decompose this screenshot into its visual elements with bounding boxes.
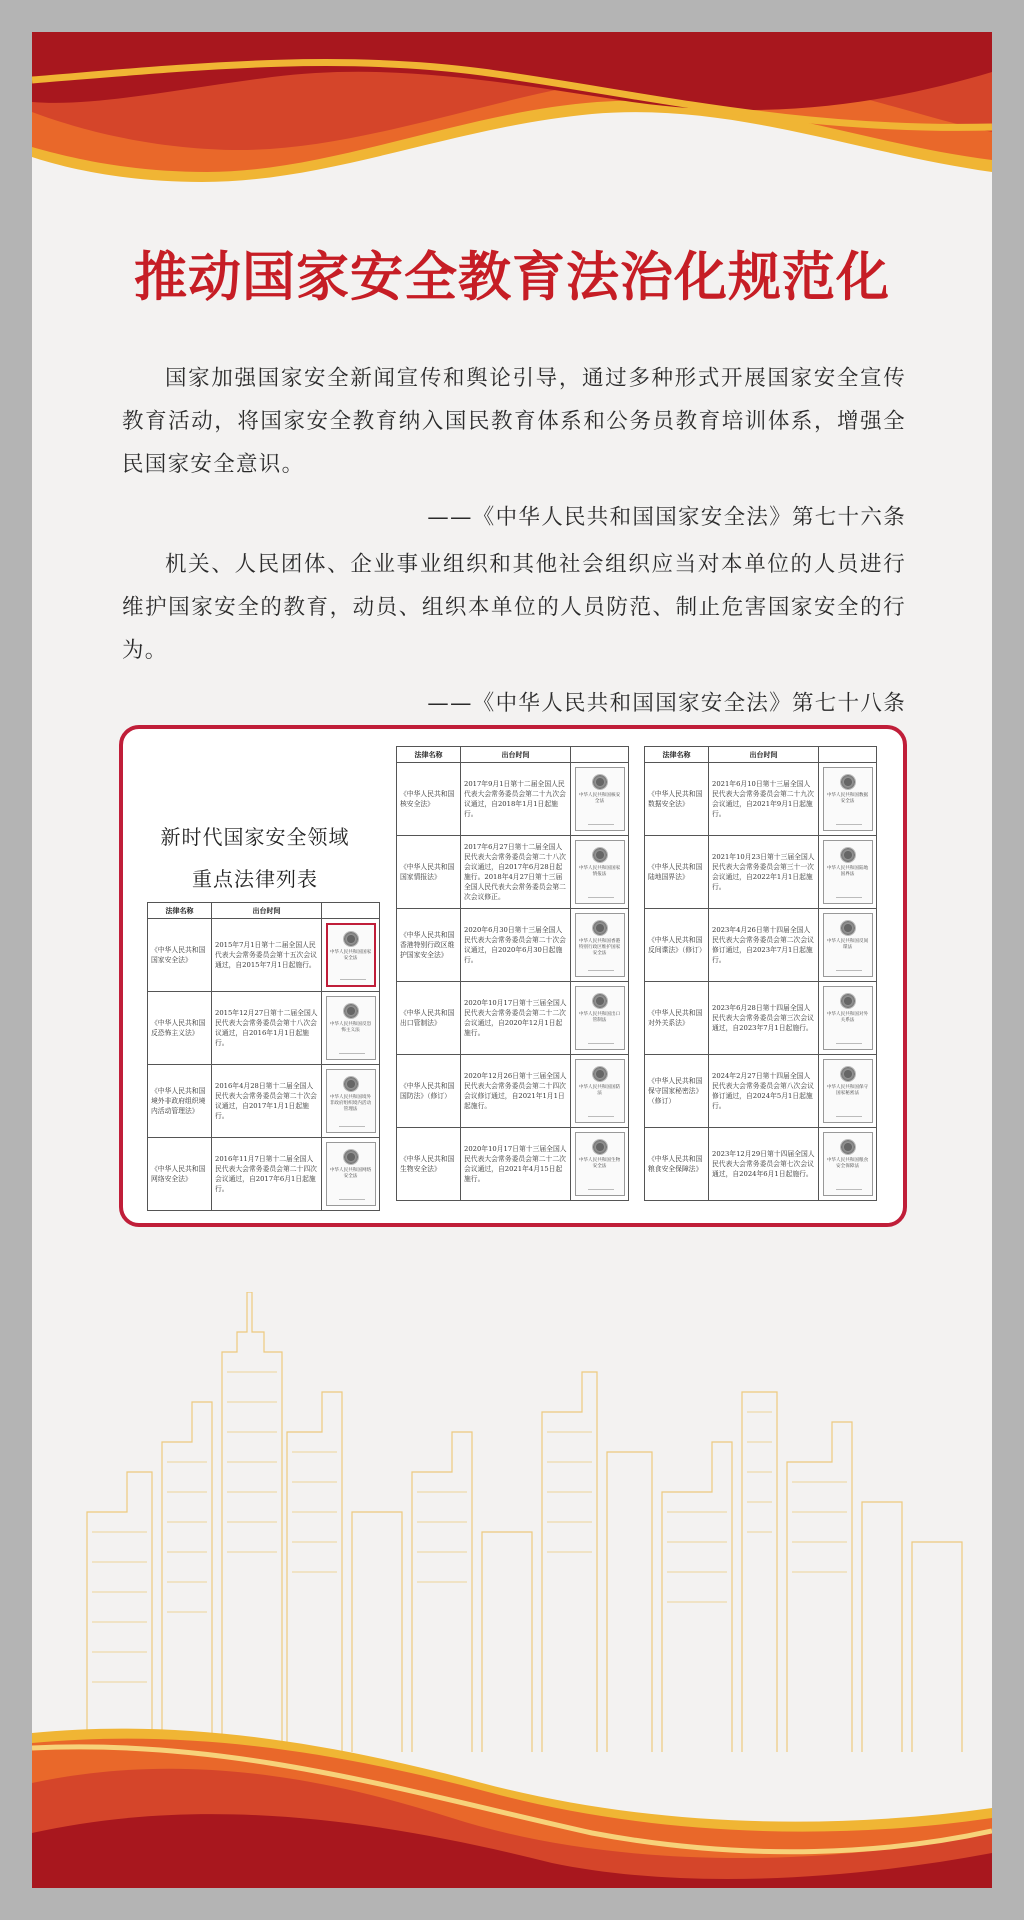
law-cover-cell (571, 1128, 629, 1201)
law-date: 2021年6月10日第十三届全国人民代表大会常务委员会第二十九次会议通过，自2021年9月1日起施行。 (709, 763, 819, 836)
cover-footer-line (836, 970, 862, 971)
law-date: 2020年6月30日第十三届全国人民代表大会常务委员会第二十次会议通过，自2020年6月30日起施行。 (461, 909, 571, 982)
cover-footer-line (339, 1199, 365, 1200)
cover-title: 中华人民共和国国防法 (578, 1085, 621, 1096)
law-name: 《中华人民共和国国防法》（修订） (397, 1055, 461, 1128)
paragraph-2-source: ——《中华人民共和国国家安全法》第七十八条 (427, 691, 906, 716)
law-list-title-line2: 重点法律列表 (192, 867, 318, 891)
column-header-date: 出台时间 (709, 747, 819, 763)
law-book-cover (326, 1142, 376, 1206)
column-header-name: 法律名称 (148, 903, 212, 919)
cover-title: 中华人民共和国反恐怖主义法 (329, 1022, 372, 1033)
law-row (397, 763, 629, 836)
cover-footer-line (836, 1189, 862, 1190)
national-emblem-icon (592, 993, 608, 1009)
cover-title: 中华人民共和国对外关系法 (826, 1012, 869, 1023)
law-name: 《中华人民共和国国家情报法》 (397, 836, 461, 909)
law-name: 《中华人民共和国出口管制法》 (397, 982, 461, 1055)
law-row (645, 909, 877, 982)
law-book-cover (823, 1059, 873, 1123)
law-date: 2020年10月17日第十三届全国人民代表大会常务委员会第二十二次会议通过，自2021年4月15日起施行。 (461, 1128, 571, 1201)
law-date: 2021年10月23日第十三届全国人民代表大会常务委员会第三十一次会议通过，自2022年1月1日起施行。 (709, 836, 819, 909)
national-emblem-icon (592, 1139, 608, 1155)
paragraph-2: 机关、人民团体、企业事业组织和其他社会组织应当对本单位的人员进行维护国家安全的教育，动员、组织本单位的人员防范、制止危害国家安全的行为。 (122, 552, 906, 663)
law-cover-cell (322, 1065, 380, 1138)
law-date: 2020年10月17日第十三届全国人民代表大会常务委员会第二十二次会议通过，自2020年12月1日起施行。 (461, 982, 571, 1055)
law-cover-cell (322, 919, 380, 992)
national-emblem-icon (840, 1139, 856, 1155)
cover-footer-line (339, 1053, 365, 1054)
law-book-cover (575, 1132, 625, 1196)
cover-footer-line (836, 1116, 862, 1117)
page-title: 推动国家安全教育法治化规范化 (134, 247, 890, 308)
law-name: 《中华人民共和国对外关系法》 (645, 982, 709, 1055)
law-date: 2015年12月27日第十二届全国人民代表大会常务委员会第十八次会议通过，自2016年1月1日起施行。 (212, 992, 322, 1065)
law-row (397, 982, 629, 1055)
law-date: 2020年12月26日第十三届全国人民代表大会常务委员会第二十四次会议修订通过，自2021年1月1日起施行。 (461, 1055, 571, 1128)
paragraph-1: 国家加强国家安全新闻宣传和舆论引导，通过多种形式开展国家安全宣传教育活动，将国家安全教育纳入国民教育体系和公务员教育培训体系，增强全民国家安全意识。 (122, 366, 906, 477)
law-cover-cell (571, 982, 629, 1055)
national-emblem-icon (343, 931, 359, 947)
top-wave-decoration (32, 32, 992, 212)
law-cover-cell (571, 763, 629, 836)
law-table-1 (147, 902, 380, 1211)
cover-title: 中华人民共和国保守国家秘密法 (826, 1085, 869, 1096)
column-header-name: 法律名称 (645, 747, 709, 763)
cover-title: 中华人民共和国生物安全法 (578, 1158, 621, 1169)
law-book-cover (823, 1132, 873, 1196)
national-emblem-icon (343, 1076, 359, 1092)
law-row (148, 1138, 380, 1211)
law-date: 2023年12月29日第十四届全国人民代表大会常务委员会第七次会议通过，自2024年6月1日起施行。 (709, 1128, 819, 1201)
paragraph-1-source: ——《中华人民共和国国家安全法》第七十六条 (427, 505, 906, 530)
cover-title: 中华人民共和国国家情报法 (578, 866, 621, 877)
cover-footer-line (588, 1116, 614, 1117)
national-emblem-icon (840, 1066, 856, 1082)
law-date: 2024年2月27日第十四届全国人民代表大会常务委员会第八次会议修订通过，自2024年5月1日起施行。 (709, 1055, 819, 1128)
cover-title: 中华人民共和国香港特别行政区维护国家安全法 (578, 939, 621, 956)
law-book-cover (575, 1059, 625, 1123)
law-row (148, 919, 380, 992)
law-row (148, 1065, 380, 1138)
national-emblem-icon (592, 847, 608, 863)
law-name: 《中华人民共和国保守国家秘密法》（修订） (645, 1055, 709, 1128)
law-name: 《中华人民共和国陆地国界法》 (645, 836, 709, 909)
poster (32, 32, 992, 1888)
law-book-cover (326, 1069, 376, 1133)
cover-footer-line (836, 1043, 862, 1044)
law-name: 《中华人民共和国粮食安全保障法》 (645, 1128, 709, 1201)
column-header-date: 出台时间 (461, 747, 571, 763)
cover-title: 中华人民共和国数据安全法 (826, 793, 869, 804)
law-row (645, 1055, 877, 1128)
law-list-title-line1: 新时代国家安全领域 (160, 825, 350, 849)
column-header-cover (571, 747, 629, 763)
law-row (148, 992, 380, 1065)
law-date: 2017年9月1日第十二届全国人民代表大会常务委员会第二十九次会议通过，自2018年1月1日起施行。 (461, 763, 571, 836)
cover-footer-line (588, 897, 614, 898)
cover-footer-line (836, 897, 862, 898)
cover-title: 中华人民共和国反间谍法 (826, 939, 869, 950)
column-header-cover (322, 903, 380, 919)
cover-title: 中华人民共和国核安全法 (578, 793, 621, 804)
bottom-wave-decoration (32, 1713, 992, 1888)
national-emblem-icon (592, 774, 608, 790)
cover-title: 中华人民共和国陆地国界法 (826, 866, 869, 877)
law-name: 《中华人民共和国网络安全法》 (148, 1138, 212, 1211)
law-table-2 (396, 746, 629, 1201)
law-row (645, 1128, 877, 1201)
cover-title: 中华人民共和国出口管制法 (578, 1012, 621, 1023)
law-name: 《中华人民共和国核安全法》 (397, 763, 461, 836)
law-cover-cell (819, 836, 877, 909)
cover-footer-line (588, 824, 614, 825)
law-name: 《中华人民共和国国家安全法》 (148, 919, 212, 992)
column-header-name: 法律名称 (397, 747, 461, 763)
law-row (397, 1128, 629, 1201)
law-name: 《中华人民共和国反恐怖主义法》 (148, 992, 212, 1065)
law-name: 《中华人民共和国反间谍法》（修订） (645, 909, 709, 982)
law-book-cover (575, 767, 625, 831)
law-date: 2015年7月1日第十二届全国人民代表大会常务委员会第十五次会议通过，自2015年7月1日起施行。 (212, 919, 322, 992)
law-row (645, 836, 877, 909)
law-cover-cell (819, 763, 877, 836)
column-header-cover (819, 747, 877, 763)
cover-footer-line (339, 1126, 365, 1127)
law-book-cover (326, 923, 376, 987)
law-list-box (119, 725, 907, 1227)
cover-title: 中华人民共和国粮食安全保障法 (826, 1158, 869, 1169)
cover-title: 中华人民共和国国家安全法 (329, 950, 372, 961)
law-book-cover (823, 913, 873, 977)
cover-title: 中华人民共和国境外非政府组织境内活动管理法 (329, 1095, 372, 1112)
cover-footer-line (588, 1189, 614, 1190)
law-row (397, 909, 629, 982)
law-book-cover (326, 996, 376, 1060)
law-date: 2017年6月27日第十二届全国人民代表大会常务委员会第二十八次会议通过，自2017年6月28日起施行。2018年4月27日第十三届全国人民代表大会常务委员会第二次会议修正。 (461, 836, 571, 909)
law-table-3 (644, 746, 877, 1201)
law-row (397, 1055, 629, 1128)
law-book-cover (823, 767, 873, 831)
law-cover-cell (819, 909, 877, 982)
law-book-cover (823, 840, 873, 904)
national-emblem-icon (343, 1003, 359, 1019)
national-emblem-icon (592, 1066, 608, 1082)
law-name: 《中华人民共和国生物安全法》 (397, 1128, 461, 1201)
law-date: 2016年11月7日第十二届全国人民代表大会常务委员会第二十四次会议通过，自2017年6月1日起施行。 (212, 1138, 322, 1211)
law-row (397, 836, 629, 909)
law-cover-cell (571, 1055, 629, 1128)
national-emblem-icon (840, 993, 856, 1009)
law-row (645, 982, 877, 1055)
law-name: 《中华人民共和国境外非政府组织境内活动管理法》 (148, 1065, 212, 1138)
law-cover-cell (819, 982, 877, 1055)
national-emblem-icon (840, 774, 856, 790)
column-header-date: 出台时间 (212, 903, 322, 919)
law-date: 2023年6月28日第十四届全国人民代表大会常务委员会第三次会议通过，自2023年7月1日起施行。 (709, 982, 819, 1055)
law-date: 2023年4月26日第十四届全国人民代表大会常务委员会第二次会议修订通过，自2023年7月1日起施行。 (709, 909, 819, 982)
national-emblem-icon (840, 920, 856, 936)
law-cover-cell (322, 992, 380, 1065)
national-emblem-icon (840, 847, 856, 863)
city-skyline-decoration (32, 1292, 992, 1752)
national-emblem-icon (592, 920, 608, 936)
cover-footer-line (588, 970, 614, 971)
law-cover-cell (571, 909, 629, 982)
law-row (645, 763, 877, 836)
cover-footer-line (588, 1043, 614, 1044)
law-book-cover (823, 986, 873, 1050)
law-date: 2016年4月28日第十二届全国人民代表大会常务委员会第二十次会议通过，自2017年1月1日起施行。 (212, 1065, 322, 1138)
law-cover-cell (819, 1128, 877, 1201)
law-cover-cell (322, 1138, 380, 1211)
national-emblem-icon (343, 1149, 359, 1165)
law-book-cover (575, 913, 625, 977)
cover-footer-line (836, 824, 862, 825)
cover-footer-line (340, 979, 366, 980)
law-name: 《中华人民共和国香港特别行政区维护国家安全法》 (397, 909, 461, 982)
law-cover-cell (571, 836, 629, 909)
law-name: 《中华人民共和国数据安全法》 (645, 763, 709, 836)
law-book-cover (575, 986, 625, 1050)
law-cover-cell (819, 1055, 877, 1128)
cover-title: 中华人民共和国网络安全法 (329, 1168, 372, 1179)
law-book-cover (575, 840, 625, 904)
